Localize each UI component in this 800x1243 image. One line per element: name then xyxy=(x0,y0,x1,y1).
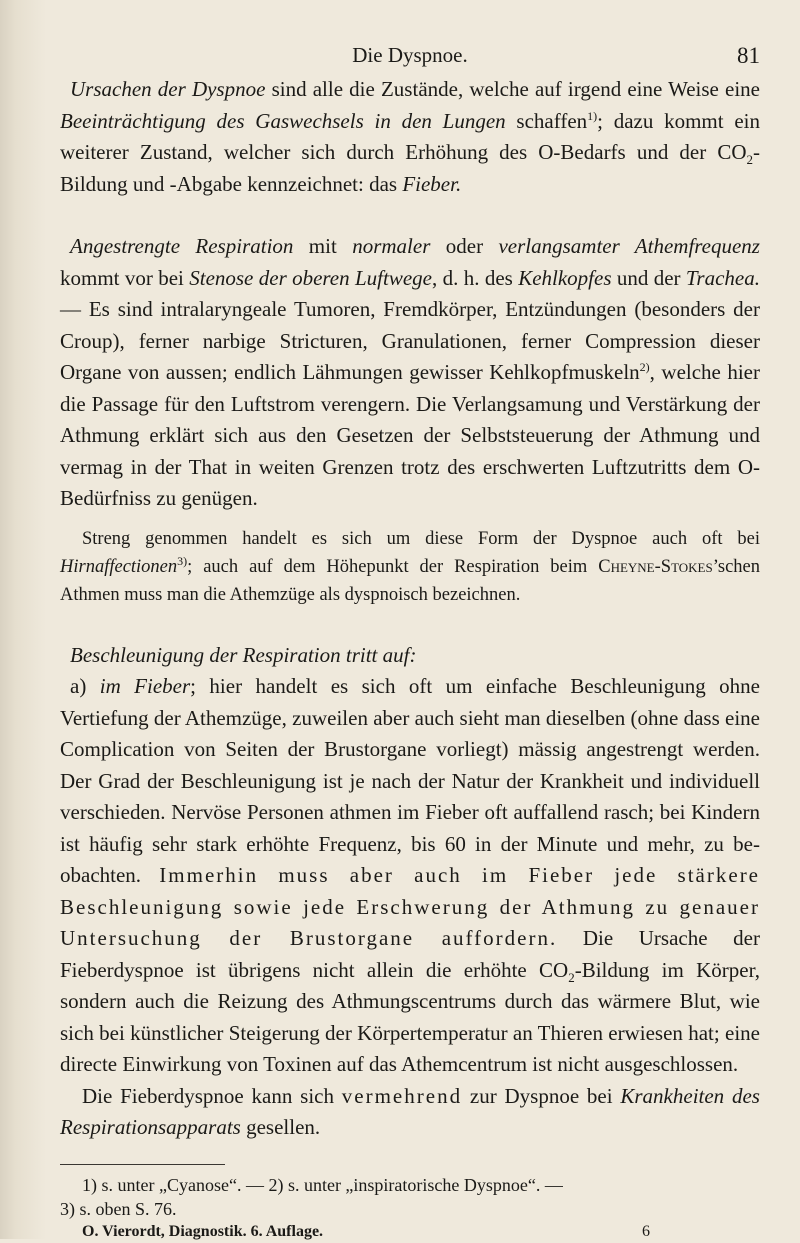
printer-signature xyxy=(60,1221,760,1243)
page-number: 81 xyxy=(737,43,760,68)
paragraph-brain-affections xyxy=(60,525,760,609)
paragraph-strained-respiration xyxy=(60,231,760,515)
text-run: Die Fieberdyspnoe kann sich xyxy=(82,1083,342,1108)
text-run: — Es sind intralaryngeale Tumoren, Fremdkörper, Entzündungen (besonders der Croup), ferner narbige Stricturen, Granulationen, ferner Compression dieser Organe von aussen; endlich Lähmungen gewisser Kehlkopfmuskeln xyxy=(60,297,760,384)
italic-term: Fieber. xyxy=(402,171,462,196)
text-run: oder xyxy=(430,234,499,258)
text-run: -Bildung im Körper, sondern auch die Reizung des Athmungscentrums durch das wärmere Blut, wie sich bei künstlicher Steigerung der Körpertemperatur an Thieren erwiesen hat; eine directe Einwirkung von Toxinen auf das Athemcentrum ist nicht ausgeschlossen. xyxy=(60,957,760,1076)
section-heading-acceleration xyxy=(60,640,760,672)
text-run: Die Ursache der Fieberdyspnoe ist übrigens nicht allein die erhöhte CO xyxy=(60,926,760,982)
signature-mark: 6 xyxy=(642,1222,650,1240)
text-run: mit xyxy=(293,234,353,258)
running-header xyxy=(60,40,760,74)
italic-term: Kehlkopfes xyxy=(518,265,612,290)
book-page xyxy=(60,40,760,1243)
footnote-ref: 2) xyxy=(639,360,650,374)
paragraph-fever xyxy=(60,671,760,1081)
spaced-emphasis: vermehrend xyxy=(341,1083,463,1108)
italic-term: verlangsamter Athemfrequenz xyxy=(498,234,760,258)
subscript: 2 xyxy=(568,969,575,985)
italic-term: Ursachen der Dyspnoe xyxy=(70,77,266,101)
text-run: schaffen xyxy=(505,108,588,133)
text-run: ; dazu kommt ein weiterer Zustand, welcher sich durch Erhöhung des O-Bedarfs und der CO xyxy=(60,108,760,164)
text-run: und der xyxy=(611,265,686,290)
footnote-ref: 1) xyxy=(587,108,598,123)
small-caps-name: Cheyne-Stokes xyxy=(598,556,713,577)
italic-term: Hirnaffectionen xyxy=(60,556,178,577)
italic-term: Krankheiten des Respirationsapparats xyxy=(60,1083,760,1139)
text-run: , d. h. des xyxy=(432,265,519,290)
italic-term: Stenose der oberen Luftwege xyxy=(189,265,432,290)
text-run: ; auch auf dem Höhepunkt der Respiration beim xyxy=(187,556,599,577)
text-run: zur Dyspnoe bei xyxy=(462,1083,621,1108)
footnote-rule xyxy=(60,1164,225,1165)
spaced-emphasis: Immerhin muss aber auch im Fieber jede stärkere Beschleunigung sowie jede Erschwerung der Athmung zu genauer Untersuchung der Brustorgane auffordern. xyxy=(60,863,761,950)
running-title: Die Dyspnoe. xyxy=(352,43,468,67)
footnote-line: 3) s. oben S. 76. xyxy=(60,1198,177,1219)
subscript: 2 xyxy=(746,152,753,168)
paragraph-fever-dyspnoe xyxy=(60,1081,760,1144)
footnotes xyxy=(60,1173,760,1221)
text-run: Streng genommen handelt es sich um diese Form der Dyspnoe auch oft bei xyxy=(82,528,760,549)
text-run: , welche hier die Passage für den Luftstrom verengern. Die Verlangsamung und Verstärkung der Athmung erklärt sich aus den Gesetzen der Selbststeuerung der Athmung und vermag in der That in weiten Grenzen trotz des erschwerten Luftzutritts dem O-Bedürfniss zu genügen. xyxy=(60,360,760,510)
italic-term: Beeinträchtigung des Gaswechsels in den Lungen xyxy=(60,108,506,133)
page-gutter-shadow xyxy=(0,0,46,1239)
signature-text: O. Vierordt, Diagnostik. 6. Auflage. xyxy=(82,1222,324,1240)
italic-term: Angestrengte Respiration xyxy=(70,234,294,258)
italic-term: im Fieber xyxy=(99,674,191,698)
text-run: a) xyxy=(70,674,100,698)
footnote-line: 1) s. unter „Cyanose“. — 2) s. unter „inspiratorische Dyspnoe“. — xyxy=(82,1174,563,1195)
text-run: ’schen Athmen muss man die Athemzüge als dyspnoisch bezeichnen. xyxy=(60,556,760,605)
text-run: ; hier handelt es sich oft um einfache Beschleunigung ohne Vertiefung der Athemzüge, zuweilen aber auch sieht man dieselben (ohne dass eine Complication von Seiten der Brustorgane vorliegt) mässig angestrengt werden. Der Grad der Beschleunigung ist je nach der Natur der Krankheit und individuell verschieden. Nervöse Personen athmen im Fieber oft auffallend rasch; bei Kindern ist häufig sehr stark erhöhte Frequenz, bis 60 in der Minute und mehr, zu beobachten. xyxy=(60,674,760,887)
text-run: sind alle die Zustände, welche auf irgend eine Weise eine xyxy=(265,77,760,101)
italic-term: normaler xyxy=(352,234,431,258)
italic-term: Trachea. xyxy=(685,265,760,290)
text-run: kommt vor bei xyxy=(60,265,190,290)
paragraph-causes xyxy=(60,74,760,200)
text-run: gesellen. xyxy=(240,1115,321,1139)
italic-heading: Beschleunigung der Respiration tritt auf: xyxy=(70,642,417,667)
text-run: -Bildung und -Abgabe kennzeichnet: das xyxy=(60,140,760,196)
footnote-ref: 3) xyxy=(177,553,188,568)
